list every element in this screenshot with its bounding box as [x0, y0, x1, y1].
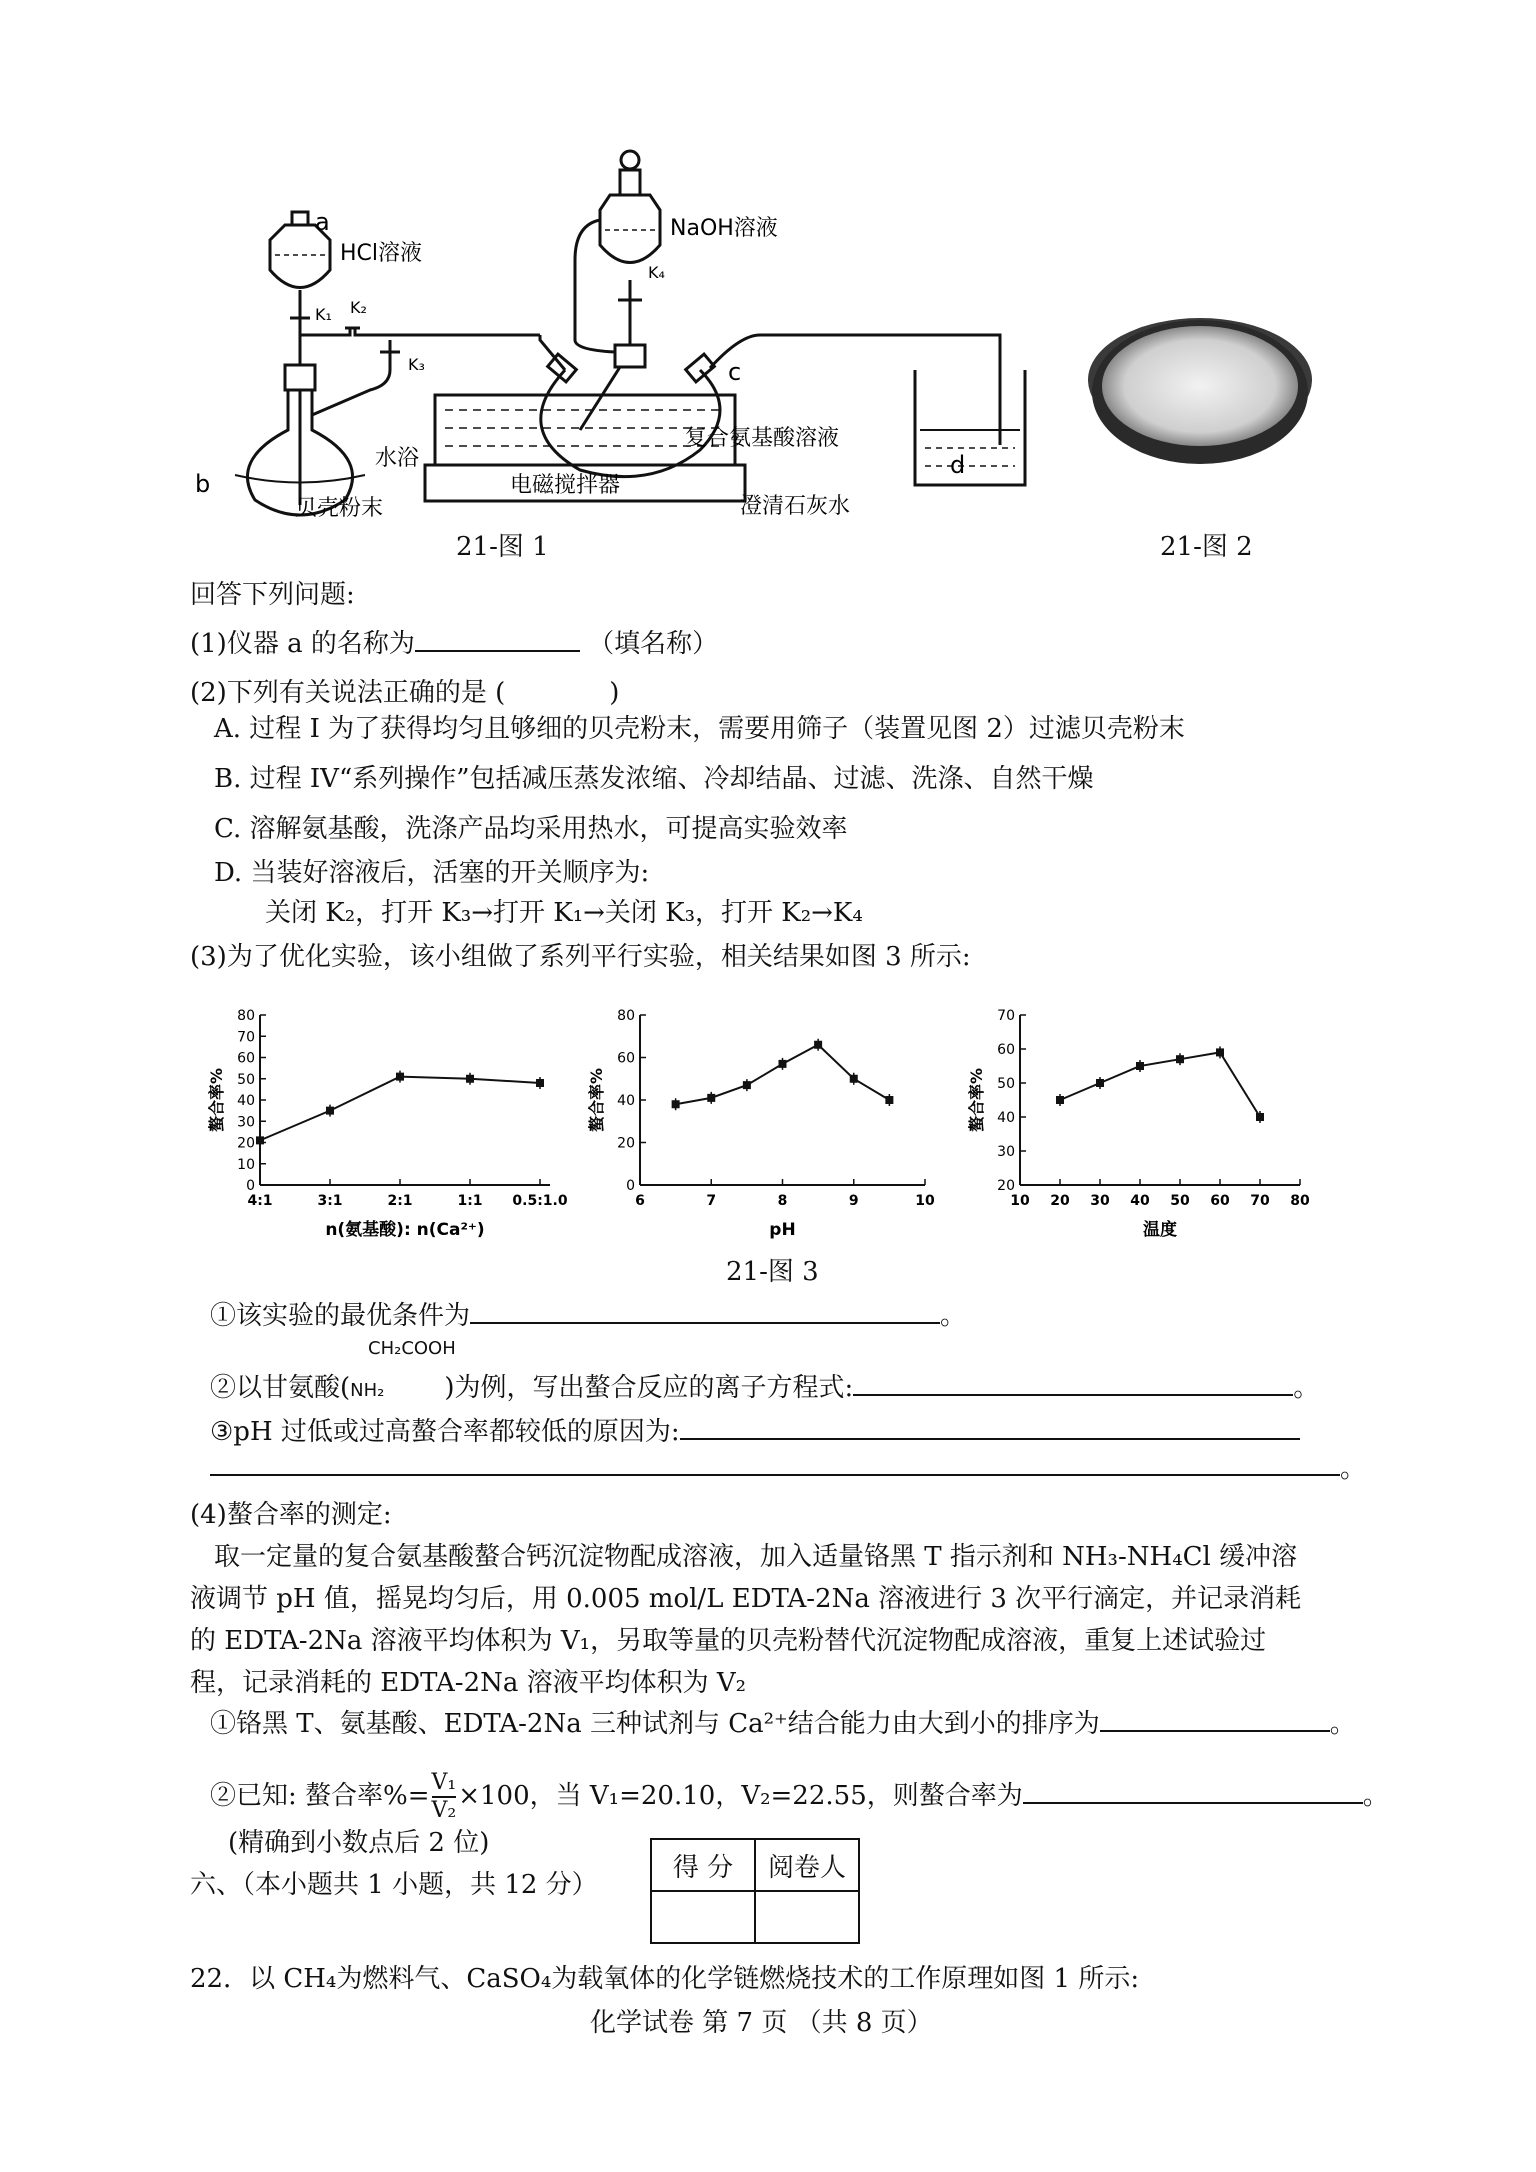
q4-para-line-4: 程，记录消耗的 EDTA-2Na 溶液平均体积为 V₂: [190, 1668, 747, 1698]
fig1-caption: 21-图 1: [456, 532, 549, 562]
label-naoh: NaOH溶液: [670, 216, 778, 241]
data-point: [850, 1075, 858, 1083]
chart-temperature: [967, 1000, 1315, 1250]
x-tick-label: 6: [635, 1193, 645, 1209]
x-tick-label: 9: [848, 1193, 859, 1209]
label-k1: K₁: [315, 305, 332, 324]
x-tick-label: 1:1: [457, 1193, 483, 1209]
y-tick-label: 50: [997, 1076, 1015, 1092]
q2-option-c: C. 溶解氨基酸，洗涤产品均采用热水，可提高实验效率: [214, 814, 848, 844]
y-tick-label: 60: [237, 1050, 255, 1067]
x-tick-label: 7: [706, 1193, 717, 1209]
y-tick-label: 20: [997, 1178, 1015, 1194]
data-point: [536, 1079, 544, 1087]
fraction-denominator: V₂: [431, 1798, 457, 1823]
y-tick-label: 20: [617, 1135, 635, 1152]
q3-3-answer-blank[interactable]: [680, 1414, 1300, 1440]
y-tick-label: 60: [617, 1050, 635, 1067]
q4-title: (4)螯合率的测定:: [190, 1500, 392, 1530]
data-point: [396, 1073, 404, 1081]
data-point: [1216, 1048, 1224, 1056]
q3-2: ②以甘氨酸(NH₂ )为例，写出螯合反应的离子方程式: 。: [210, 1370, 1319, 1408]
q1: (1)仪器 a 的名称为 （填名称）: [190, 626, 718, 661]
label-amino-solution: 复合氨基酸溶液: [685, 426, 840, 451]
q3-3-answer-line-2[interactable]: [210, 1474, 1340, 1476]
score-cell[interactable]: [651, 1891, 755, 1943]
label-water-bath: 水浴: [375, 446, 420, 471]
y-tick-label: 10: [237, 1156, 255, 1173]
series-line: [1060, 1052, 1260, 1117]
data-point: [466, 1075, 474, 1083]
y-tick-label: 50: [237, 1071, 255, 1088]
q4-precision-note: (精确到小数点后 2 位): [228, 1828, 490, 1858]
q2: (2)下列有关说法正确的是 ( ): [190, 678, 620, 708]
x-tick-label: 80: [1290, 1193, 1310, 1209]
y-axis-label: 螯合率%: [207, 1067, 226, 1133]
y-tick-label: 30: [237, 1114, 255, 1131]
questions-intro: 回答下列问题:: [190, 580, 355, 610]
x-tick-label: 4:1: [247, 1193, 273, 1209]
x-axis-label: n(氨基酸): n(Ca²⁺): [325, 1220, 485, 1240]
q3-3: ③pH 过低或过高螯合率都较低的原因为:: [210, 1414, 1300, 1449]
q4-1: ①铬黑 T、氨基酸、EDTA-2Na 三种试剂与 Ca²⁺结合能力由大到小的排序为 。: [210, 1706, 1356, 1741]
period-mark: 。: [1340, 1454, 1367, 1484]
data-point: [1176, 1055, 1184, 1063]
x-tick-label: 8: [777, 1193, 788, 1209]
score-table: [650, 1838, 860, 1944]
q3-1-answer-blank[interactable]: [470, 1298, 940, 1324]
x-tick-label: 3:1: [317, 1193, 343, 1209]
data-point: [707, 1094, 715, 1102]
q4-para-line-2: 液调节 pH 值，摇晃均匀后，用 0.005 mol/L EDTA-2Na 溶液进行 3 次平行滴定，并记录消耗: [190, 1584, 1302, 1614]
y-tick-label: 80: [617, 1008, 635, 1024]
x-tick-label: 10: [915, 1193, 935, 1209]
q4-1-answer-blank[interactable]: [1100, 1706, 1330, 1732]
x-tick-label: 70: [1250, 1193, 1270, 1209]
y-tick-label: 30: [997, 1144, 1015, 1160]
x-tick-label: 60: [1210, 1193, 1230, 1209]
y-tick-label: 70: [997, 1008, 1015, 1024]
fig3-caption: 21-图 3: [726, 1257, 819, 1287]
q2-option-d-sequence: 关闭 K₂，打开 K₃→打开 K₁→关闭 K₃，打开 K₂→K₄: [265, 898, 863, 928]
y-tick-label: 0: [626, 1178, 635, 1194]
page-footer: 化学试卷 第 7 页 （共 8 页）: [590, 2008, 933, 2038]
q4-para-line-1: 取一定量的复合氨基酸螯合钙沉淀物配成溶液，加入适量铬黑 T 指示剂和 NH₃-NH₄Cl 缓冲溶: [214, 1542, 1298, 1572]
x-tick-label: 30: [1090, 1193, 1110, 1209]
data-point: [743, 1081, 751, 1089]
label-d: d: [950, 451, 966, 479]
sieve-figure: [1080, 300, 1320, 500]
label-k4: K₄: [648, 263, 665, 282]
y-tick-label: 40: [237, 1093, 255, 1109]
y-tick-label: 70: [237, 1029, 255, 1046]
y-axis-label: 螯合率%: [587, 1067, 606, 1133]
q2-option-b: B. 过程 IV“系列操作”包括减压蒸发浓缩、冷却结晶、过滤、洗涤、自然干燥: [214, 764, 1094, 794]
q4-2: ②已知: 螯合率%= $\frac{\text{V₁}}{\text{V₂}}$ ×100，当 V₁=20.10，V₂=22.55，则螯合率为 。: [210, 1770, 1389, 1823]
series-line: [260, 1077, 540, 1141]
q3-2-answer-blank[interactable]: [853, 1370, 1293, 1396]
glycine-formula-bottom: NH₂: [350, 1380, 385, 1401]
data-point: [779, 1060, 787, 1068]
x-tick-label: 20: [1050, 1193, 1070, 1209]
q2-option-a: A. 过程 I 为了获得均匀且够细的贝壳粉末，需要用筛子（装置见图 2）过滤贝壳粉末: [214, 714, 1185, 744]
label-c: c: [728, 358, 742, 386]
reviewer-cell[interactable]: [755, 1891, 859, 1943]
x-tick-label: 0.5:1.0: [512, 1193, 568, 1209]
y-tick-label: 80: [237, 1008, 255, 1024]
label-a: a: [315, 208, 330, 236]
fraction-numerator: V₁: [432, 1770, 457, 1798]
q4-2-answer-blank[interactable]: [1023, 1778, 1363, 1804]
y-tick-label: 0: [246, 1178, 255, 1194]
section-six-title: 六、（本小题共 1 小题，共 12 分）: [190, 1870, 598, 1900]
data-point: [256, 1136, 264, 1144]
data-point: [672, 1100, 680, 1108]
y-tick-label: 40: [617, 1093, 635, 1109]
label-k3: K₃: [408, 355, 425, 374]
label-b: b: [195, 470, 211, 498]
glycine-formula-top: CH₂COOH: [368, 1338, 456, 1359]
apparatus-figure: [180, 130, 1080, 530]
data-point: [814, 1041, 822, 1049]
q3: (3)为了优化实验，该小组做了系列平行实验，相关结果如图 3 所示:: [190, 942, 971, 972]
y-tick-label: 60: [997, 1042, 1015, 1058]
data-point: [885, 1096, 893, 1104]
label-hcl: HCl溶液: [340, 241, 423, 266]
x-tick-label: 50: [1170, 1193, 1190, 1209]
label-k2: K₂: [350, 298, 367, 317]
label-limewater: 澄清石灰水: [740, 494, 851, 519]
data-point: [1256, 1113, 1264, 1121]
q2-option-d: D. 当装好溶液后，活塞的开关顺序为:: [214, 858, 650, 888]
label-stirrer: 电磁搅拌器: [510, 473, 621, 498]
label-shell: 贝壳粉末: [295, 496, 384, 521]
data-point: [1056, 1096, 1064, 1104]
q3-1: ①该实验的最优条件为 。: [210, 1298, 966, 1333]
q1-answer-blank[interactable]: [415, 626, 580, 652]
data-point: [1096, 1079, 1104, 1087]
chart-ratio: [207, 1000, 568, 1250]
fig2-caption: 21-图 2: [1160, 532, 1253, 562]
y-tick-label: 20: [237, 1135, 255, 1152]
y-tick-label: 40: [997, 1110, 1015, 1126]
x-axis-label: 温度: [1143, 1220, 1177, 1240]
data-point: [326, 1107, 334, 1115]
chart-ph: [587, 1000, 940, 1250]
x-axis-label: pH: [769, 1220, 796, 1240]
q4-para-line-3: 的 EDTA-2Na 溶液平均体积为 V₁，另取等量的贝壳粉替代沉淀物配成溶液，重复上述试验过: [190, 1626, 1267, 1656]
score-label: 得 分: [651, 1839, 755, 1891]
x-tick-label: 40: [1130, 1193, 1150, 1209]
q22: 22．以 CH₄为燃料气、CaSO₄为载氧体的化学链燃烧技术的工作原理如图 1 所示:: [190, 1964, 1140, 1994]
x-tick-label: 10: [1010, 1193, 1030, 1209]
data-point: [1136, 1062, 1144, 1070]
x-tick-label: 2:1: [387, 1193, 413, 1209]
reviewer-label: 阅卷人: [755, 1839, 859, 1891]
y-axis-label: 螯合率%: [967, 1067, 986, 1133]
